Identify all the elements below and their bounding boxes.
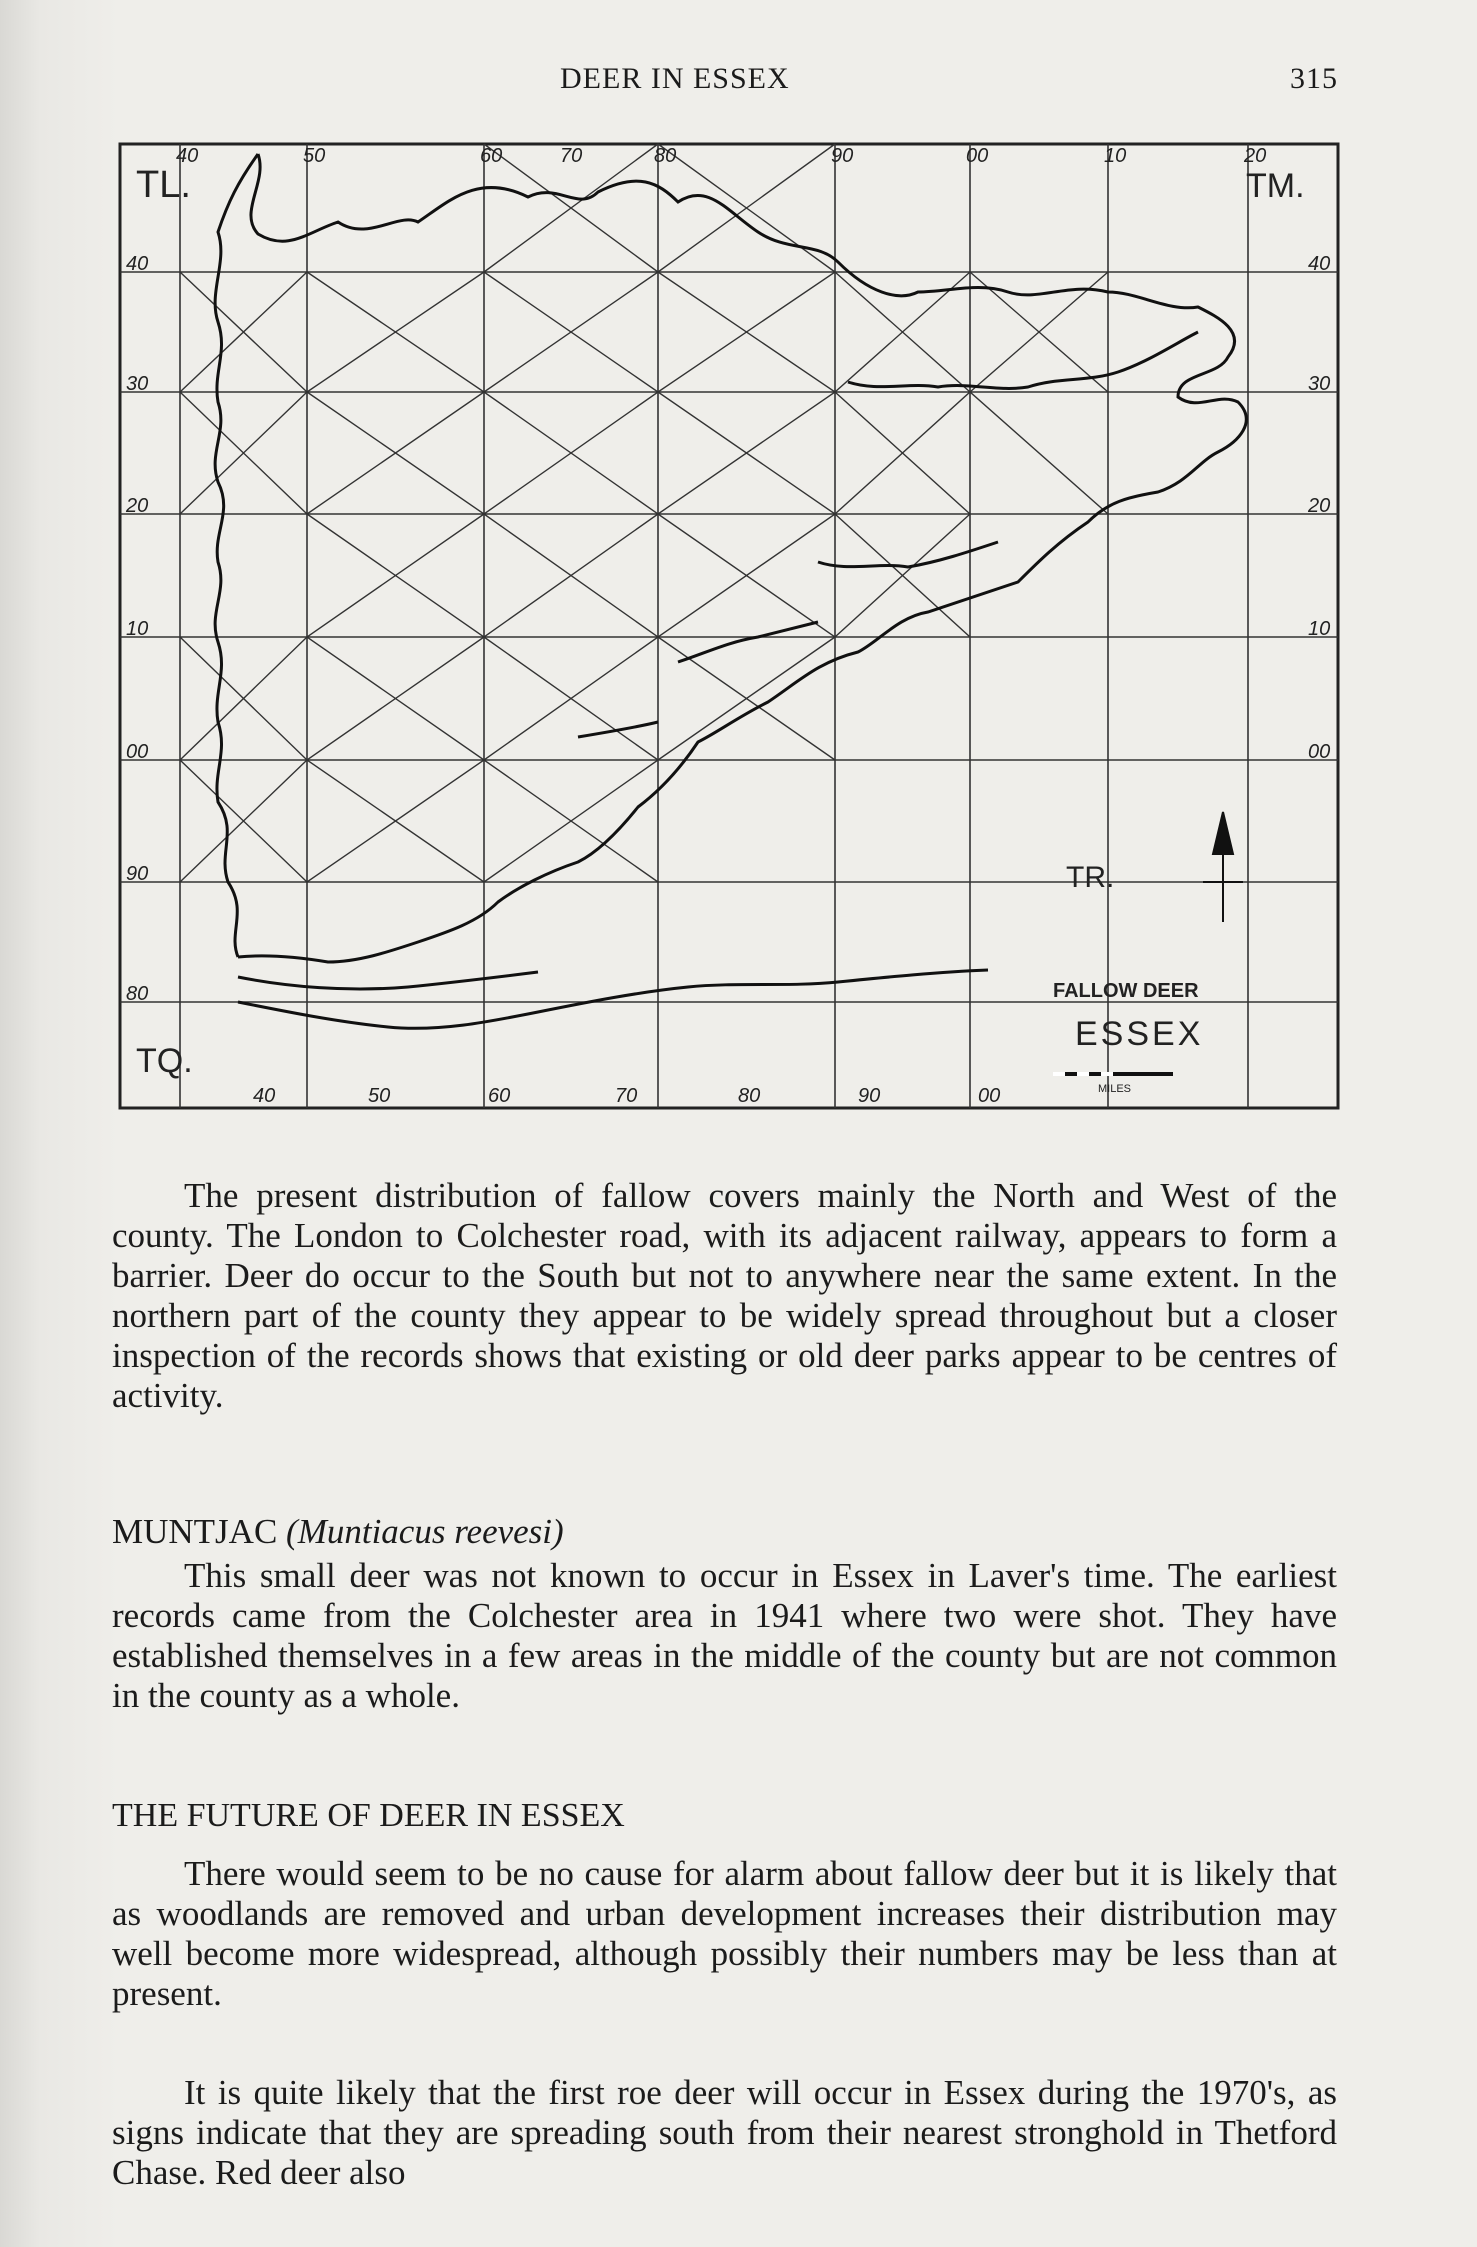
paragraph-text: This small deer was not known to occur in Essex in Laver's time. The earliest records came from the Colchester area in 1941 where two were shot. They have established themselves in a few areas in the middle of the county but are not common in the county as a whole. — [112, 1556, 1337, 1715]
top-tick: 60 — [480, 145, 503, 167]
north-arrow-icon — [1203, 812, 1243, 922]
left-tick: 10 — [126, 618, 149, 640]
heading-main: MUNTJAC — [112, 1512, 287, 1551]
paragraph-text: The present distribution of fallow covers mainly the North and West of the county. The London to Colchester road, with its adjacent railway, appears to form a barrier. Deer do occur to the South but not to anywhere near the same extent. In the northern part of the county they appear to be widely spread throughout but a closer inspection of the records shows that existing or old deer parks appear to be centres of activity. — [112, 1176, 1337, 1415]
left-tick: 40 — [126, 253, 149, 275]
legend-subtitle: ESSEX — [1075, 1015, 1204, 1053]
map-svg — [118, 142, 1340, 1110]
page-number: 315 — [1290, 62, 1338, 95]
bottom-tick: 60 — [488, 1085, 511, 1107]
heading-latin: (Muntiacus reevesi) — [286, 1512, 564, 1551]
paragraph-text: It is quite likely that the first roe deer will occur in Essex during the 1970's, as signs indicate that they are spreading south from their nearest stronghold in Thetford Chase. Red deer also — [112, 2073, 1337, 2192]
top-tick: 50 — [303, 145, 326, 167]
corner-label-tm: TM. — [1246, 167, 1305, 205]
top-tick: 00 — [966, 145, 989, 167]
top-tick: 10 — [1104, 145, 1127, 167]
paragraph-muntjac — [112, 1556, 1337, 1716]
legend-title: FALLOW DEER — [1053, 980, 1199, 1002]
paragraph-text: There would seem to be no cause for alarm about fallow deer but it is likely that as woodlands are removed and urban development increases their distribution may well become more widespread, although possibly their numbers may be less than at present. — [112, 1854, 1337, 2013]
paragraph-fallow-distribution — [112, 1176, 1337, 1416]
right-tick: 00 — [1308, 741, 1331, 763]
corner-label-tl: TL. — [136, 164, 191, 206]
running-title: DEER IN ESSEX — [560, 62, 790, 95]
left-tick: 90 — [126, 863, 149, 885]
heading-text: THE FUTURE OF DEER IN ESSEX — [112, 1797, 625, 1834]
bottom-tick-labels — [253, 1085, 1000, 1107]
top-tick: 70 — [560, 145, 583, 167]
diagonal-lines — [180, 144, 1108, 882]
county-outline — [215, 154, 1246, 1028]
bottom-tick: 70 — [615, 1085, 638, 1107]
right-tick: 20 — [1308, 495, 1331, 517]
left-tick: 80 — [126, 983, 149, 1005]
left-tick: 00 — [126, 741, 149, 763]
bottom-tick: 50 — [368, 1085, 391, 1107]
scale-label: MILES — [1098, 1083, 1132, 1095]
left-tick: 30 — [126, 373, 149, 395]
bottom-tick: 00 — [978, 1085, 1001, 1107]
bottom-tick: 80 — [738, 1085, 761, 1107]
top-tick: 80 — [654, 145, 677, 167]
scale-bar — [1053, 1072, 1173, 1076]
right-tick: 40 — [1308, 253, 1331, 275]
bottom-tick: 40 — [253, 1085, 276, 1107]
grid-lines — [120, 144, 1338, 1108]
right-tick: 10 — [1308, 618, 1331, 640]
heading-future — [112, 1796, 1337, 1836]
right-tick-labels — [1307, 253, 1330, 763]
top-tick: 20 — [1244, 145, 1267, 167]
left-tick: 20 — [126, 495, 149, 517]
top-tick: 40 — [176, 145, 199, 167]
heading-muntjac — [112, 1512, 1337, 1552]
distribution-map — [118, 142, 1340, 1110]
corner-label-tq: TQ. — [136, 1042, 193, 1080]
top-tick-labels — [176, 145, 1266, 167]
map-frame — [120, 144, 1338, 1108]
top-tick: 90 — [831, 145, 854, 167]
paragraph-future-fallow — [112, 1854, 1337, 2014]
right-tick: 30 — [1308, 373, 1331, 395]
bottom-tick: 90 — [858, 1085, 881, 1107]
paragraph-roe-deer — [112, 2073, 1337, 2193]
left-tick-labels — [125, 253, 148, 1005]
running-header — [0, 62, 1477, 102]
corner-label-tr: TR. — [1066, 861, 1115, 894]
